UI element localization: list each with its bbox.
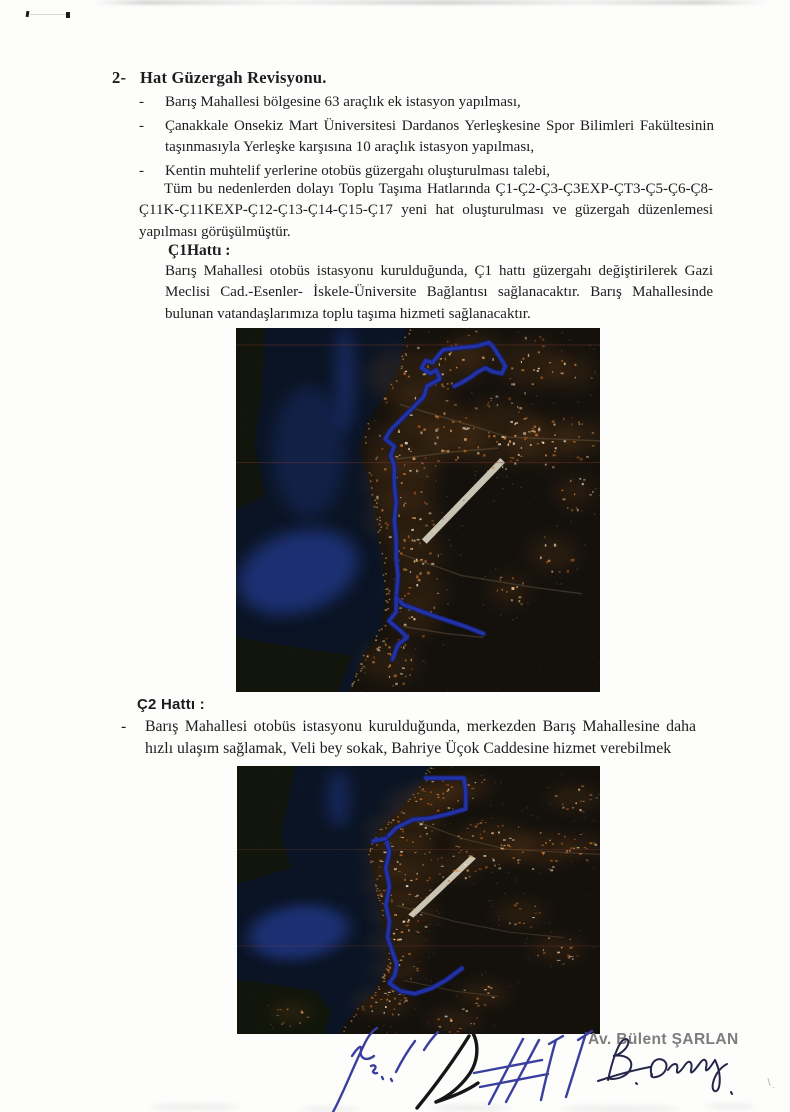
section-heading	[112, 68, 327, 88]
list-item	[139, 92, 714, 113]
c2-route-satellite-map	[237, 766, 600, 1034]
c2-bullet	[121, 716, 696, 759]
c1-section-title: Ç1Hattı :	[168, 242, 231, 259]
c1-paragraph: Barış Mahallesi otobüs istasyonu kurulduğunda, Ç1 hattı güzergahı değiştirilerek Gazi Meclisi Cad.-Esenler- İskele-Üniversite Bağlantısı sağlanacaktır. Barış Mahallesinde bulunan vatandaşlarımıza toplu taşıma hizmeti sağlanacaktır.	[165, 263, 713, 322]
bullet-list	[139, 92, 714, 185]
summary-paragraph: Tüm bu nedenlerden dolayı Toplu Taşıma Hatlarında Ç1-Ç2-Ç3-Ç3EXP-ÇT3-Ç5-Ç6-Ç8-Ç11K-Ç11KEXP-Ç12-Ç13-Ç14-Ç15-Ç17 yeni hat oluşturulması ve güzergah düzenlemesi yapılması görüşülmüştür.	[139, 181, 713, 240]
scan-smudge	[560, 1106, 680, 1112]
c1-route-satellite-map	[236, 328, 600, 692]
scan-speck-line	[30, 14, 66, 15]
list-item-text: Barış Mahallesi bölgesine 63 araçlık ek istasyon yapılması,	[165, 94, 521, 110]
section-number: 2-	[112, 68, 127, 87]
scan-speck	[66, 12, 70, 18]
scan-smudge	[430, 1105, 510, 1111]
blue-ink-strokes	[333, 1028, 592, 1112]
bullet-dash: -	[121, 718, 127, 735]
signatory-name: Av. Bülent ŞARLAN	[588, 1031, 739, 1048]
scan-artifact-top	[92, 0, 768, 5]
list-item-text: Kentin muhtelif yerlerine otobüs güzergahı oluşturulması talebi,	[165, 162, 551, 179]
list-item	[139, 116, 714, 159]
scan-speck	[26, 11, 30, 17]
scan-smudge	[150, 1104, 240, 1110]
list-item-text: Çanakkale Onsekiz Mart Üniversitesi Dardanos Yerleşkesine Spor Bilimleri Fakültesinin taşınmasıyla Yerleşke karşısına 10 araçlık istasyon yapılması,	[165, 117, 714, 156]
c2-bullet-text: Barış Mahallesi otobüs istasyonu kurulduğunda, merkezden Barış Mahallesine daha hızlı ulaşım sağlamak, Veli bey sokak, Bahriye Üçok Caddesine hizmet verebilmek	[145, 718, 696, 757]
section-title: Hat Güzergah Revisyonu.	[140, 68, 327, 87]
bullet-dash: -	[139, 162, 144, 179]
bullet-dash: -	[139, 94, 144, 110]
c2-section-title: Ç2 Hattı :	[137, 696, 205, 713]
scan-smudge	[300, 1107, 360, 1112]
scan-smudge	[706, 1104, 756, 1109]
bullet-dash: -	[139, 117, 144, 134]
black-ink-strokes	[417, 1029, 478, 1108]
faint-pencil-mark	[768, 1078, 774, 1088]
